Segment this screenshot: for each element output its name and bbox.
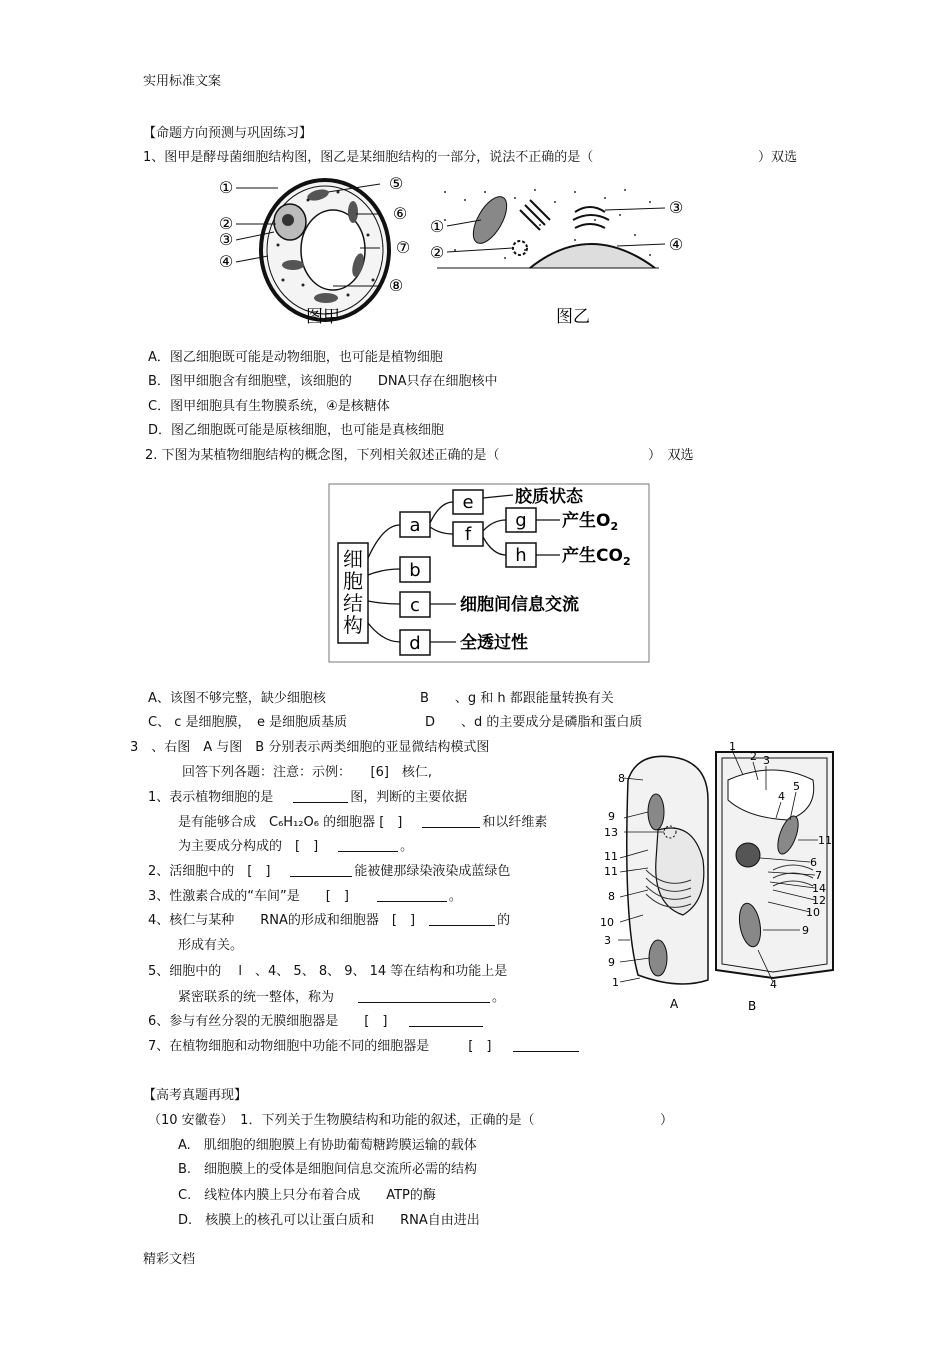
animal-cell-a-drawing — [627, 756, 708, 984]
yeast-label-7: ⑦ — [395, 238, 411, 257]
concept-node-b: b — [409, 560, 421, 581]
cell-a-caption: A — [670, 997, 679, 1011]
q3-item-1-line-3 — [178, 835, 413, 854]
cell-b-label-5: 5 — [793, 780, 800, 793]
concept-root-char-4: 构 — [343, 613, 363, 637]
q3-item-4-line-2: 形成有关。 — [178, 938, 244, 953]
q2-option-c: C、 c 是细胞膜， e 是细胞质基质 — [148, 715, 348, 730]
q3-item-6-text-a: 6、参与有丝分裂的无膜细胞器是 [ ] — [148, 1014, 388, 1029]
q3-item-5b-text-a: 紧密联系的统一整体，称为 — [178, 990, 335, 1005]
q3-item-5: 5、细胞中的 l 、4、 5、 8、 9、 14 等在结构和功能上是 — [148, 964, 508, 979]
concept-g-text: 产生O — [562, 511, 611, 531]
cell-a-label-8a: 8 — [618, 772, 625, 785]
cell-b-label-4a: 4 — [778, 790, 785, 803]
q3-item-4 — [148, 909, 510, 928]
cell-a-label-9b: 9 — [608, 956, 615, 969]
q3-item-1c-text-b: 。 — [400, 839, 414, 854]
cell-b-label-14: 14 — [812, 882, 826, 895]
q3-item-5b-text-b: 。 — [492, 990, 506, 1005]
q3-answer-blank-5[interactable] — [377, 887, 447, 902]
q4-option-d: D. 核膜上的核孔可以让蛋白质和 RNA自由进出 — [178, 1213, 480, 1228]
concept-root-char-3: 结 — [343, 591, 363, 615]
q3-item-1-text-b: 图，判断的主要依据 — [350, 790, 468, 805]
yeast-label-5: ⑤ — [388, 174, 404, 193]
concept-h-subscript: 2 — [622, 555, 631, 568]
svg-text:产生O2 — [562, 510, 618, 533]
q1-option-b: B．图甲细胞含有细胞壁，该细胞的 DNA只存在细胞核中 — [148, 374, 498, 389]
q3-item-4-text-b: 的 — [497, 913, 511, 928]
svg-text:产生CO2 — [562, 545, 631, 568]
yeast-label-1: ① — [218, 178, 234, 197]
q1-option-a: A．图乙细胞既可能是动物细胞，也可能是植物细胞 — [148, 350, 443, 365]
q4-option-c: C. 线粒体内膜上只分布着合成 ATP的酶 — [178, 1188, 436, 1203]
concept-root-char-2: 胞 — [343, 569, 363, 593]
q3-answer-blank-9[interactable] — [513, 1037, 579, 1052]
q3-item-1b-text-a: 是有能够合成 C₆H₁₂O₆ 的细胞器 [ ] — [178, 815, 403, 830]
cell-b-label-3: 3 — [763, 754, 770, 767]
q2-option-b: B 、g 和 h 都跟能量转换有关 — [420, 691, 614, 706]
q1-stem: 1、图甲是酵母菌细胞结构图，图乙是某细胞结构的一部分，说法不正确的是（ — [143, 150, 594, 165]
cell-ab-figure — [598, 740, 848, 1015]
concept-node-h: h — [515, 545, 527, 566]
yeast-label-8: ⑧ — [388, 276, 404, 295]
q3-item-3-text-b: 。 — [448, 889, 462, 904]
concept-node-d: d — [409, 633, 421, 654]
cell-part-figure — [425, 180, 690, 330]
concept-root-char-1: 细 — [343, 547, 363, 571]
q3-item-3-text-a: 3、性激素合成的“车间”是 [ ] — [148, 889, 349, 904]
q3-answer-blank-6[interactable] — [429, 911, 495, 926]
yeast-label-6: ⑥ — [392, 204, 408, 223]
q1-option-c: C．图甲细胞具有生物膜系统，④是核糖体 — [148, 399, 390, 414]
q3-answer-blank-1[interactable] — [293, 788, 348, 803]
concept-d-text: 全透过性 — [460, 633, 528, 653]
cell-b-label-2: 2 — [750, 750, 757, 763]
figure-jia-caption: 图甲 — [306, 307, 340, 327]
q4-option-a: A. 肌细胞的细胞膜上有协助葡萄糖跨膜运输的载体 — [178, 1138, 477, 1153]
yeast-cell-drawing — [261, 180, 389, 320]
section-title-practice: 【命题方向预测与巩固练习】 — [143, 126, 313, 141]
figure-yi-caption: 图乙 — [556, 307, 590, 327]
cell-part-label-1: ① — [429, 217, 445, 236]
cell-b-label-12: 12 — [812, 894, 826, 907]
q3-item-5-line-2 — [178, 986, 505, 1005]
q3-item-1b-text-b: 和以纤维素 — [482, 815, 548, 830]
q3-item-2 — [148, 860, 510, 879]
page-footer: 精彩文档 — [143, 1252, 196, 1267]
q3-item-1-text-a: 1、表示植物细胞的是 — [148, 790, 274, 805]
cell-b-label-9: 9 — [802, 924, 809, 937]
cell-a-label-8b: 8 — [608, 890, 615, 903]
q2-stem: 2. 下图为某植物细胞结构的概念图，下列相关叙述正确的是（ — [145, 448, 500, 463]
concept-e-text: 胶质状态 — [515, 487, 583, 507]
concept-node-e: e — [462, 492, 474, 513]
concept-node-g: g — [515, 510, 527, 531]
concept-node-a: a — [409, 515, 421, 536]
cell-a-label-10: 10 — [600, 916, 614, 929]
cell-b-label-7: 7 — [815, 869, 822, 882]
q3-item-1c-text-a: 为主要成分构成的 [ ] — [178, 839, 319, 854]
concept-c-text: 细胞间信息交流 — [460, 595, 579, 615]
yeast-label-4: ④ — [218, 252, 234, 271]
cell-a-labels — [600, 772, 625, 989]
q3-item-1-line-2 — [178, 811, 547, 830]
concept-g-subscript: 2 — [610, 520, 619, 533]
cell-part-drawing — [437, 188, 659, 268]
concept-node-f: f — [464, 524, 472, 545]
q2-tail: ） 双选 — [648, 448, 694, 463]
cell-b-label-10: 10 — [806, 906, 820, 919]
concept-map — [328, 483, 650, 663]
cell-b-caption: B — [748, 999, 757, 1013]
cell-b-label-6: 6 — [810, 856, 817, 869]
cell-part-label-3: ③ — [668, 198, 684, 217]
concept-root-text — [343, 547, 363, 637]
yeast-label-2: ② — [218, 214, 234, 233]
q3-answer-blank-4[interactable] — [290, 862, 352, 877]
concept-node-c: c — [410, 595, 420, 616]
cell-a-label-1: 1 — [612, 976, 619, 989]
page-header: 实用标准文案 — [143, 74, 222, 89]
cell-a-label-11b: 11 — [604, 865, 618, 878]
q3-item-6 — [148, 1010, 483, 1029]
q2-option-d: D 、d 的主要成分是磷脂和蛋白质 — [425, 715, 643, 730]
cell-a-label-3: 3 — [604, 934, 611, 947]
cell-part-label-2: ② — [429, 243, 445, 262]
q1-tail: ）双选 — [758, 150, 798, 165]
cell-b-label-4b: 4 — [770, 978, 777, 991]
q1-option-d: D．图乙细胞既可能是原核细胞，也可能是真核细胞 — [148, 423, 445, 438]
q4-tail: ） — [660, 1113, 674, 1128]
q4-stem: （10 安徽卷） 1．下列关于生物膜结构和功能的叙述，正确的是（ — [148, 1113, 535, 1128]
q3-item-2-text-a: 2、活细胞中的 [ ] — [148, 864, 271, 879]
q3-answer-blank-2[interactable] — [422, 813, 480, 828]
section-title-exam: 【高考真题再现】 — [143, 1088, 248, 1103]
q2-option-a: A、该图不够完整，缺少细胞核 — [148, 691, 326, 706]
q3-item-4-text-a: 4、核仁与某种 RNA的形成和细胞器 [ ] — [148, 913, 416, 928]
cell-a-label-13: 13 — [604, 826, 618, 839]
cell-b-label-11: 11 — [818, 834, 832, 847]
yeast-cell-figure — [208, 170, 418, 330]
q3-item-7 — [148, 1035, 579, 1054]
q3-item-3 — [148, 885, 462, 904]
q4-option-b: B. 细胞膜上的受体是细胞间信息交流所必需的结构 — [178, 1162, 478, 1177]
q3-note: 回答下列各题：注意：示例： [6] 核仁, — [182, 765, 433, 780]
q3-item-2-text-b: 能被健那绿染液染成蓝绿色 — [354, 864, 511, 879]
cell-a-label-11a: 11 — [604, 850, 618, 863]
q3-item-1 — [148, 786, 467, 805]
q3-item-7-text-a: 7、在植物细胞和动物细胞中功能不同的细胞器是 [ ] — [148, 1039, 492, 1054]
q3-answer-blank-3[interactable] — [338, 837, 398, 852]
yeast-label-3: ③ — [218, 230, 234, 249]
q3-answer-blank-8[interactable] — [409, 1012, 483, 1027]
cell-part-label-4: ④ — [668, 235, 684, 254]
concept-h-text: 产生CO — [562, 546, 623, 566]
q3-answer-blank-7[interactable] — [358, 988, 490, 1003]
q3-stem: 3 、右图 A 与图 B 分别表示两类细胞的亚显微结构模式图 — [130, 740, 490, 755]
cell-b-label-1: 1 — [729, 740, 736, 753]
cell-a-label-9a: 9 — [608, 810, 615, 823]
